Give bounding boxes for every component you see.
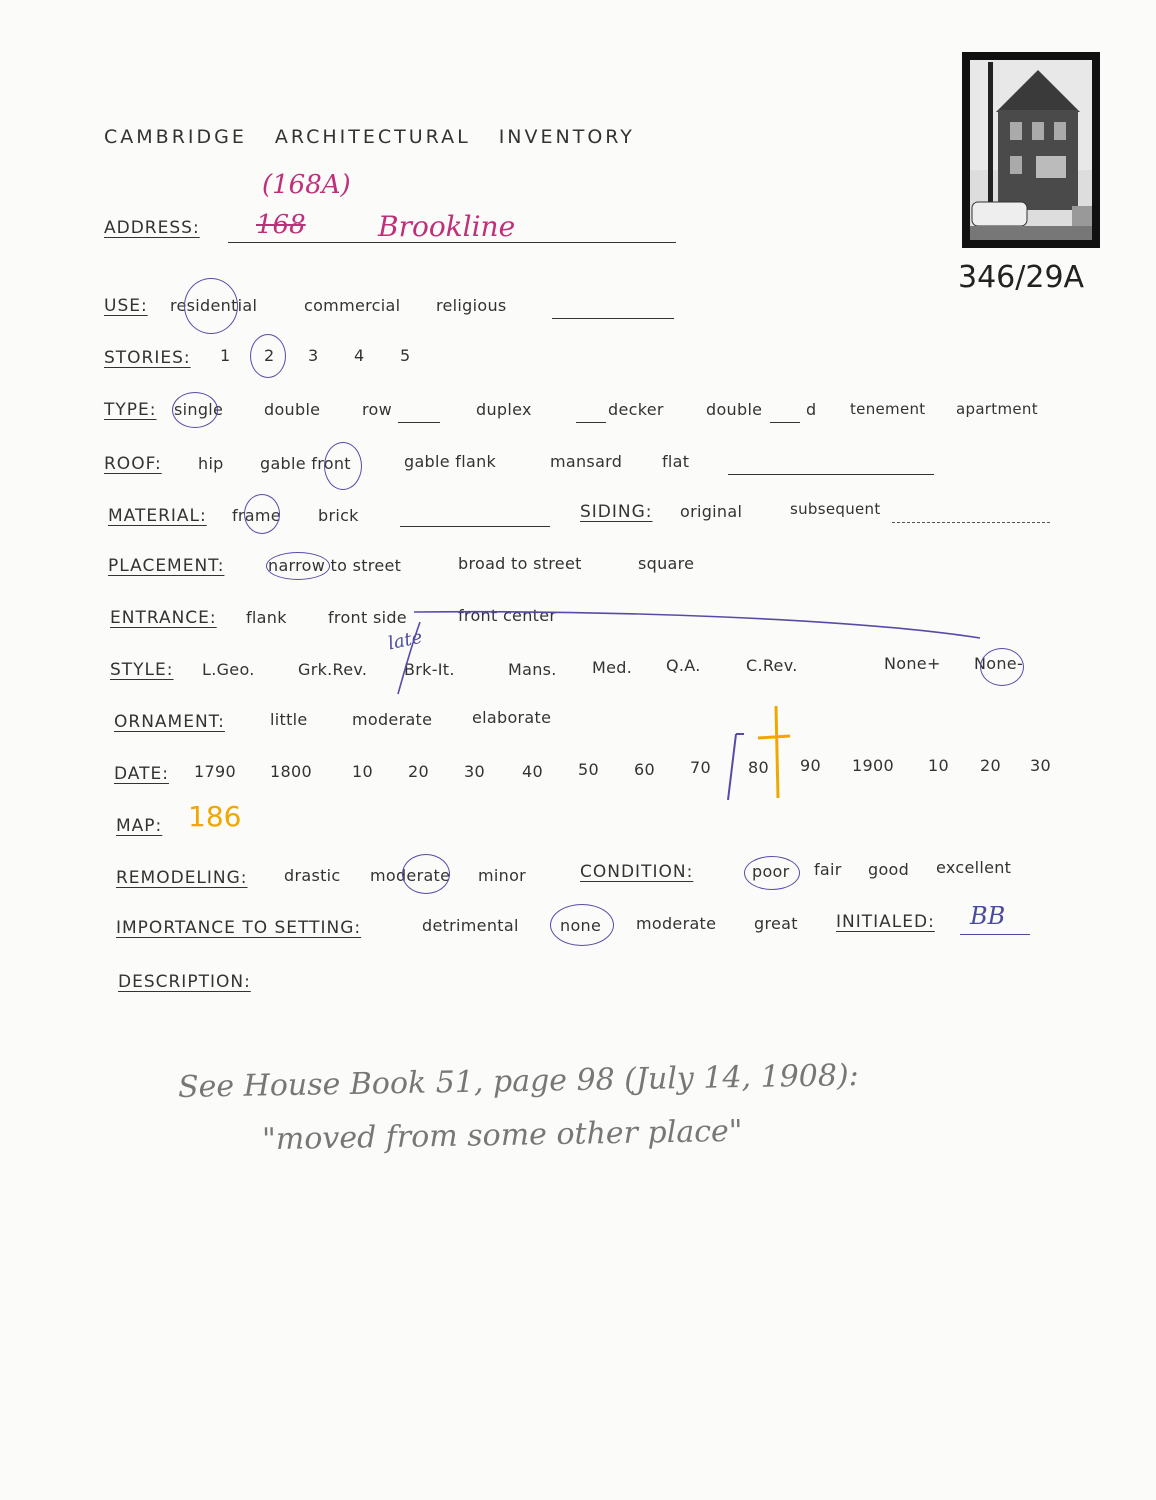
condition-option: fair [814, 860, 842, 879]
date-option: 30 [1030, 756, 1051, 775]
date-highlight-stroke [758, 706, 790, 798]
roof-option: hip [198, 454, 224, 473]
title-word: ARCHITECTURAL [274, 126, 471, 148]
importance-option: great [754, 914, 798, 933]
remodeling-option: drastic [284, 866, 341, 885]
date-option: 1800 [270, 762, 312, 781]
importance-option: moderate [636, 914, 717, 933]
use-option: commercial [304, 296, 401, 315]
style-arrow-stroke [398, 622, 420, 694]
entrance-option: flank [246, 608, 287, 627]
date-option: 80 [748, 758, 769, 777]
roof-option: gable front [260, 454, 351, 473]
roof-option: flat [662, 452, 690, 471]
siding-option: subsequent [790, 500, 881, 518]
material-option: frame [232, 506, 281, 525]
style-label: STYLE: [110, 660, 174, 680]
style-option: None+ [884, 654, 941, 673]
date-option: 10 [928, 756, 949, 775]
condition-option: good [868, 860, 910, 879]
type-option: apartment [956, 400, 1038, 418]
ornament-option: little [270, 710, 308, 729]
style-option: Brk-It. [404, 660, 455, 679]
importance-label: IMPORTANCE TO SETTING: [116, 918, 362, 938]
style-option: None- [974, 654, 1024, 673]
stories-option: 1 [220, 346, 231, 365]
style-option: Grk.Rev. [298, 660, 368, 679]
date-option: 10 [352, 762, 373, 781]
placement-option: broad to street [458, 554, 582, 573]
style-option: L.Geo. [202, 660, 255, 679]
stories-option: 2 [264, 346, 275, 365]
map-number: 186 [188, 800, 242, 833]
remodeling-label: REMODELING: [116, 868, 248, 888]
date-option: 20 [980, 756, 1001, 775]
description-line-2: "moved from some other place" [261, 1113, 743, 1158]
date-option: 40 [522, 762, 543, 781]
initialed-label: INITIALED: [836, 912, 935, 932]
stories-option: 3 [308, 346, 319, 365]
date-option: 1900 [852, 756, 894, 775]
roof-option: gable flank [404, 452, 497, 471]
importance-option: detrimental [422, 916, 519, 935]
stories-option: 4 [354, 346, 365, 365]
date-option: 30 [464, 762, 485, 781]
condition-option: excellent [936, 858, 1012, 877]
title-word: INVENTORY [498, 126, 635, 148]
style-option: Q.A. [666, 656, 701, 675]
siding-label: SIDING: [580, 502, 653, 522]
type-option: row [362, 400, 393, 419]
use-option: religious [436, 296, 507, 315]
date-label: DATE: [114, 764, 169, 784]
ornament-label: ORNAMENT: [114, 712, 225, 732]
placement-label: PLACEMENT: [108, 556, 225, 576]
address-old-number: 168 [256, 210, 306, 240]
type-option: double [264, 400, 321, 419]
condition-label: CONDITION: [580, 862, 694, 882]
initialed-value: BB [970, 902, 1006, 930]
type-label: TYPE: [104, 400, 157, 420]
remodeling-option: minor [478, 866, 527, 885]
map-label: MAP: [116, 816, 163, 836]
entrance-line-stroke [414, 612, 980, 638]
type-option: d [806, 400, 817, 419]
style-option: Med. [592, 658, 633, 677]
photo-reference: 346/29A [958, 260, 1085, 295]
stories-label: STORIES: [104, 348, 191, 368]
style-annotation: late [386, 626, 425, 655]
entrance-option: front center [458, 606, 557, 625]
type-option: single [174, 400, 224, 419]
use-label: USE: [104, 296, 148, 316]
date-option: 50 [578, 760, 599, 779]
material-label: MATERIAL: [108, 506, 207, 526]
importance-option: none [560, 916, 602, 935]
roof-option: mansard [550, 452, 623, 471]
address-label: ADDRESS: [104, 218, 200, 238]
stories-option: 5 [400, 346, 411, 365]
title-word: CAMBRIDGE [104, 126, 247, 148]
style-option: Mans. [508, 660, 557, 679]
date-option: 60 [634, 760, 655, 779]
ornament-option: moderate [352, 710, 433, 729]
type-option: tenement [850, 400, 926, 418]
roof-label: ROOF: [104, 454, 162, 474]
placement-option: narrow to street [268, 556, 402, 575]
address-street: Brookline [378, 210, 516, 243]
date-option: 70 [690, 758, 711, 777]
use-option: residential [170, 296, 258, 315]
style-option: C.Rev. [746, 656, 798, 675]
placement-option: square [638, 554, 695, 573]
type-option: double [706, 400, 763, 419]
material-option: brick [318, 506, 359, 525]
date-option: 1790 [194, 762, 236, 781]
address-new-number: (168A) [262, 170, 351, 200]
siding-option: original [680, 502, 743, 521]
condition-option: poor [752, 862, 790, 881]
remodeling-option: moderate [370, 866, 451, 885]
date-option: 90 [800, 756, 821, 775]
ornament-option: elaborate [472, 708, 552, 727]
description-line-1: See House Book 51, page 98 (July 14, 1908): [177, 1058, 860, 1105]
date-bracket-stroke [728, 734, 736, 800]
description-label: DESCRIPTION: [118, 972, 251, 992]
entrance-label: ENTRANCE: [110, 608, 217, 628]
type-option: duplex [476, 400, 532, 419]
type-option: decker [608, 400, 664, 419]
date-option: 20 [408, 762, 429, 781]
entrance-option: front side [328, 608, 407, 627]
